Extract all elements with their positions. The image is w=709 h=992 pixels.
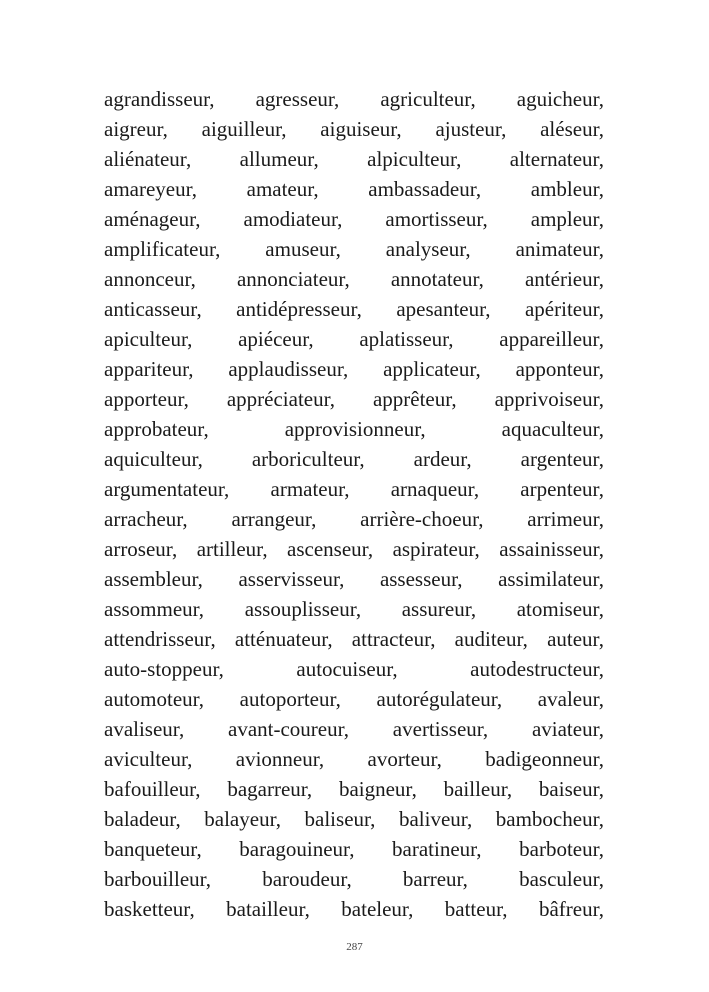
word: apprivoiseur, — [494, 387, 604, 411]
text-line — [104, 294, 604, 324]
word: atténuateur, — [234, 627, 333, 651]
word: aiguiseur, — [320, 117, 402, 141]
word: aliénateur, — [104, 147, 192, 171]
word: badigeonneur, — [485, 747, 604, 771]
word: agresseur, — [255, 87, 340, 111]
word: arrangeur, — [231, 507, 317, 531]
text-line — [104, 114, 604, 144]
text-line — [104, 144, 604, 174]
text-line — [104, 324, 604, 354]
word: amateur, — [246, 177, 319, 201]
word: autocuiseur, — [296, 657, 398, 681]
word: arroseur, — [104, 537, 178, 561]
word: automoteur, — [104, 687, 205, 711]
word: amodiateur, — [243, 207, 343, 231]
word: bafouilleur, — [104, 777, 201, 801]
word: batailleur, — [226, 897, 310, 921]
word: assembleur, — [104, 567, 203, 591]
word: aléseur, — [540, 117, 604, 141]
word: assainisseur, — [499, 537, 604, 561]
text-line — [104, 744, 604, 774]
word: apiculteur, — [104, 327, 193, 351]
word: antérieur, — [524, 267, 604, 291]
word-list-text — [104, 84, 604, 924]
word: basculeur, — [519, 867, 604, 891]
word: appariteur, — [104, 357, 194, 381]
word: autodestructeur, — [470, 657, 604, 681]
word: amortisseur, — [385, 207, 488, 231]
word: aplatisseur, — [359, 327, 454, 351]
word: anticasseur, — [104, 297, 202, 321]
word: bailleur, — [443, 777, 513, 801]
word: ampleur, — [530, 207, 604, 231]
text-line — [104, 834, 604, 864]
word: aquiculteur, — [104, 447, 203, 471]
word: allumeur, — [239, 147, 319, 171]
text-line — [104, 234, 604, 264]
word: banqueteur, — [104, 837, 202, 861]
text-line — [104, 864, 604, 894]
text-line — [104, 384, 604, 414]
word: amplificateur, — [104, 237, 221, 261]
word: annonceur, — [104, 267, 196, 291]
word: autoporteur, — [239, 687, 341, 711]
word: assesseur, — [379, 567, 463, 591]
word: arnaqueur, — [390, 477, 480, 501]
text-line — [104, 534, 604, 564]
text-line — [104, 654, 604, 684]
word: armateur, — [270, 477, 350, 501]
word: baiseur, — [538, 777, 604, 801]
text-line — [104, 414, 604, 444]
word: basketteur, — [104, 897, 195, 921]
word: ajusteur, — [435, 117, 507, 141]
word: aquaculteur, — [501, 417, 604, 441]
word: ascenseur, — [287, 537, 374, 561]
word: bâfreur, — [538, 897, 604, 921]
word: apprêteur, — [372, 387, 457, 411]
word: asservisseur, — [238, 567, 345, 591]
word: baratineur, — [392, 837, 482, 861]
word: attracteur, — [351, 627, 436, 651]
text-line — [104, 204, 604, 234]
text-line — [104, 264, 604, 294]
word: bambocheur, — [495, 807, 604, 831]
word: apiéceur, — [238, 327, 314, 351]
text-line — [104, 894, 604, 924]
word: baroudeur, — [262, 867, 352, 891]
word: applaudisseur, — [228, 357, 349, 381]
text-line — [104, 84, 604, 114]
word: apporteur, — [104, 387, 189, 411]
word: apériteur, — [524, 297, 604, 321]
word: aigreur, — [104, 117, 168, 141]
word: baliseur, — [304, 807, 376, 831]
word: assouplisseur, — [244, 597, 362, 621]
word: arpenteur, — [520, 477, 604, 501]
word: amuseur, — [265, 237, 341, 261]
word: alternateur, — [509, 147, 604, 171]
word: avaliseur, — [104, 717, 185, 741]
text-line — [104, 174, 604, 204]
text-line — [104, 474, 604, 504]
word: auditeur, — [454, 627, 528, 651]
word: aguicheur, — [516, 87, 604, 111]
text-line — [104, 714, 604, 744]
word: aspirateur, — [392, 537, 480, 561]
word: aviculteur, — [104, 747, 193, 771]
word: agriculteur, — [380, 87, 476, 111]
text-line — [104, 504, 604, 534]
word: appareilleur, — [499, 327, 604, 351]
word: attendrisseur, — [104, 627, 216, 651]
word: argenteur, — [520, 447, 604, 471]
word: avant-coureur, — [228, 717, 350, 741]
word: annotateur, — [390, 267, 484, 291]
text-line — [104, 684, 604, 714]
word: appréciateur, — [226, 387, 335, 411]
word: atomiseur, — [516, 597, 604, 621]
word: baliveur, — [398, 807, 473, 831]
word: ardeur, — [413, 447, 472, 471]
word: animateur, — [515, 237, 604, 261]
text-line — [104, 444, 604, 474]
word: barreur, — [402, 867, 468, 891]
word: amareyeur, — [104, 177, 198, 201]
word: approbateur, — [104, 417, 209, 441]
word: apponteur, — [515, 357, 604, 381]
word: auteur, — [547, 627, 604, 651]
word: assimilateur, — [498, 567, 604, 591]
word: antidépresseur, — [236, 297, 362, 321]
text-line — [104, 354, 604, 384]
word: balayeur, — [204, 807, 281, 831]
word: barbouilleur, — [104, 867, 212, 891]
word: ambassadeur, — [368, 177, 482, 201]
word: artilleur, — [196, 537, 268, 561]
word: arboriculteur, — [251, 447, 365, 471]
word: arrimeur, — [527, 507, 604, 531]
text-line — [104, 564, 604, 594]
word: arrière-choeur, — [360, 507, 484, 531]
word: assureur, — [401, 597, 477, 621]
word: aviateur, — [531, 717, 604, 741]
word: bateleur, — [341, 897, 414, 921]
word: avaleur, — [537, 687, 604, 711]
word: barboteur, — [519, 837, 604, 861]
word: avertisseur, — [392, 717, 489, 741]
word: apesanteur, — [396, 297, 491, 321]
text-line — [104, 774, 604, 804]
word: bagarreur, — [227, 777, 313, 801]
word: analyseur, — [385, 237, 471, 261]
word: approvisionneur, — [284, 417, 426, 441]
word: annonciateur, — [236, 267, 350, 291]
word: assommeur, — [104, 597, 205, 621]
word: baladeur, — [104, 807, 181, 831]
text-line — [104, 594, 604, 624]
text-line — [104, 804, 604, 834]
word: ambleur, — [530, 177, 604, 201]
text-line — [104, 624, 604, 654]
word: applicateur, — [383, 357, 481, 381]
word: avorteur, — [367, 747, 442, 771]
word: baragouineur, — [239, 837, 355, 861]
word: baigneur, — [338, 777, 417, 801]
word: avionneur, — [235, 747, 325, 771]
page-number: 287 — [346, 941, 363, 953]
word: auto-stoppeur, — [104, 657, 224, 681]
word: arracheur, — [104, 507, 188, 531]
word: argumentateur, — [104, 477, 230, 501]
word: batteur, — [444, 897, 508, 921]
word: agrandisseur, — [104, 87, 215, 111]
word: aiguilleur, — [201, 117, 287, 141]
word: alpiculteur, — [367, 147, 462, 171]
word: autorégulateur, — [376, 687, 503, 711]
word: aménageur, — [104, 207, 201, 231]
